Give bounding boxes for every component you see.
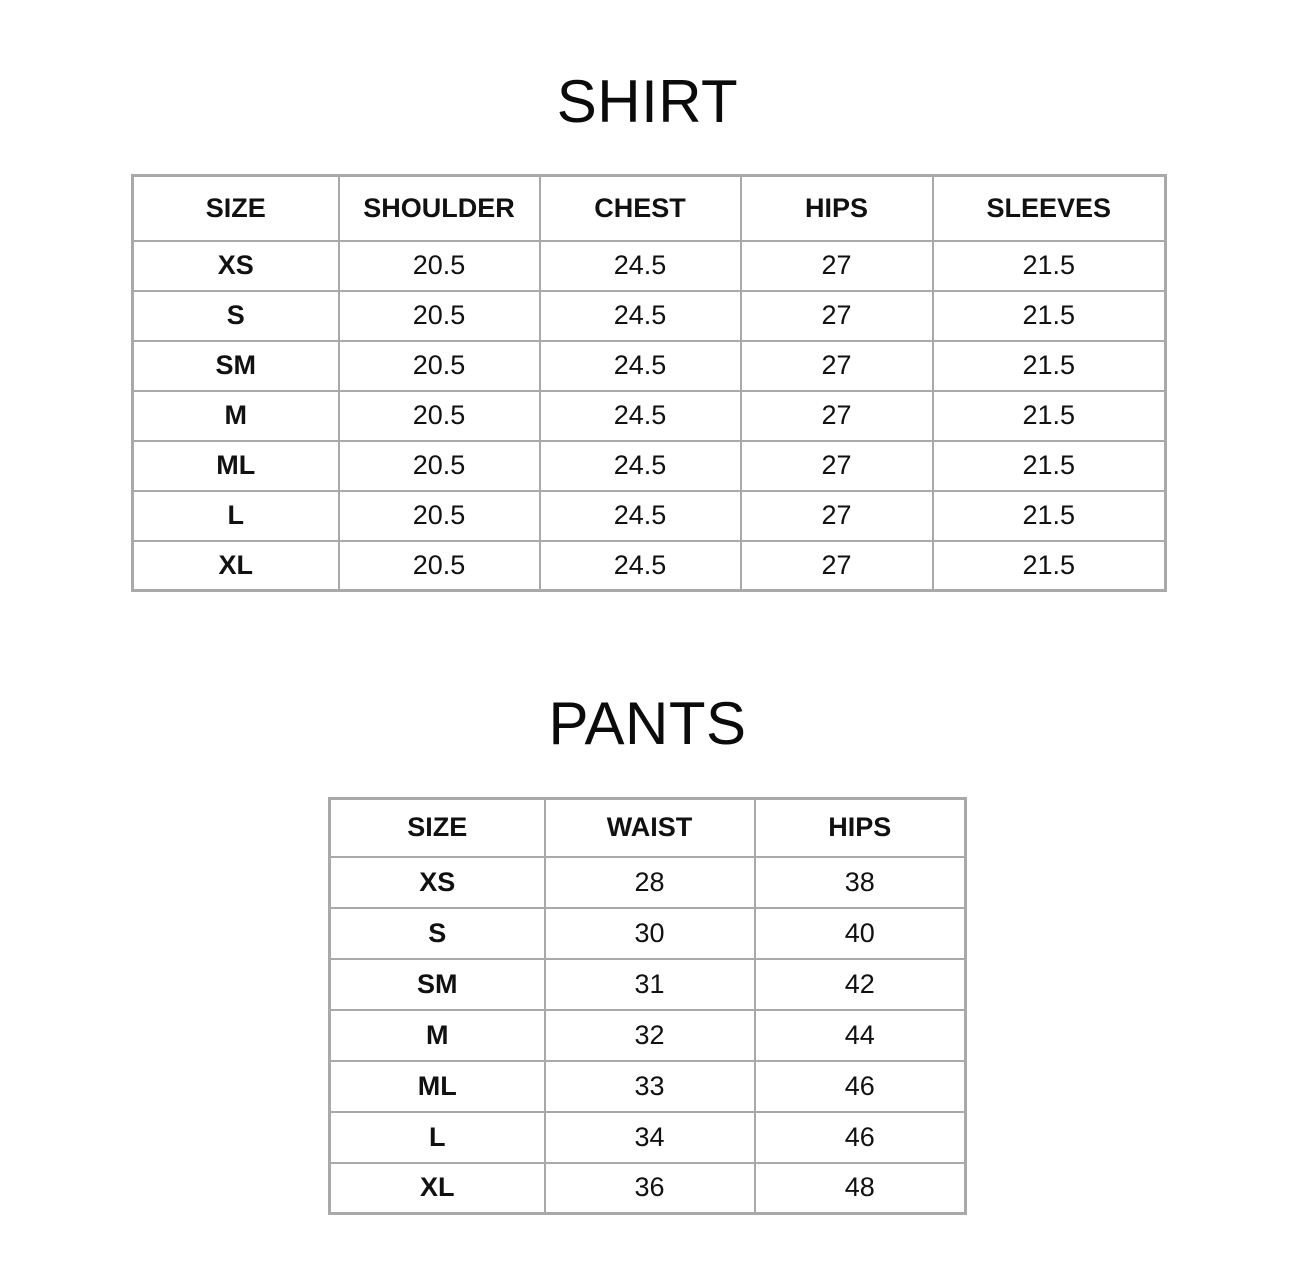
sleeves-cell: 21.5 <box>933 291 1166 341</box>
waist-cell: 34 <box>545 1112 755 1163</box>
size-cell: XS <box>330 857 545 908</box>
table-row <box>330 1061 966 1112</box>
chest-cell: 24.5 <box>540 491 741 541</box>
hips-cell: 48 <box>755 1163 966 1214</box>
shirt-size-table <box>131 174 1167 592</box>
table-row <box>330 908 966 959</box>
hips-cell: 46 <box>755 1061 966 1112</box>
hips-cell: 38 <box>755 857 966 908</box>
chest-cell: 24.5 <box>540 241 741 291</box>
size-cell: M <box>330 1010 545 1061</box>
sleeves-cell: 21.5 <box>933 241 1166 291</box>
table-row <box>330 1010 966 1061</box>
shirt-header-shoulder: SHOULDER <box>339 176 540 241</box>
shoulder-cell: 20.5 <box>339 341 540 391</box>
pants-header-waist: WAIST <box>545 799 755 857</box>
chest-cell: 24.5 <box>540 441 741 491</box>
table-row <box>330 959 966 1010</box>
pants-header-row <box>330 799 966 857</box>
table-row <box>133 341 1166 391</box>
size-cell: XL <box>330 1163 545 1214</box>
pants-header-size: SIZE <box>330 799 545 857</box>
hips-cell: 27 <box>741 491 933 541</box>
shirt-header-hips: HIPS <box>741 176 933 241</box>
hips-cell: 27 <box>741 391 933 441</box>
size-cell: L <box>133 491 339 541</box>
shoulder-cell: 20.5 <box>339 391 540 441</box>
sleeves-cell: 21.5 <box>933 541 1166 591</box>
hips-cell: 27 <box>741 241 933 291</box>
hips-cell: 44 <box>755 1010 966 1061</box>
shirt-header-sleeves: SLEEVES <box>933 176 1166 241</box>
size-cell: SM <box>133 341 339 391</box>
shirt-header-chest: CHEST <box>540 176 741 241</box>
table-row <box>330 1163 966 1214</box>
table-row <box>133 241 1166 291</box>
size-cell: XL <box>133 541 339 591</box>
hips-cell: 27 <box>741 541 933 591</box>
table-row <box>133 441 1166 491</box>
sleeves-cell: 21.5 <box>933 391 1166 441</box>
pants-size-table <box>328 797 967 1215</box>
hips-cell: 27 <box>741 341 933 391</box>
hips-cell: 40 <box>755 908 966 959</box>
shirt-header-row <box>133 176 1166 241</box>
size-cell: L <box>330 1112 545 1163</box>
hips-cell: 27 <box>741 441 933 491</box>
shirt-header-size: SIZE <box>133 176 339 241</box>
chest-cell: 24.5 <box>540 541 741 591</box>
shoulder-cell: 20.5 <box>339 541 540 591</box>
waist-cell: 30 <box>545 908 755 959</box>
table-row <box>133 391 1166 441</box>
table-row <box>330 1112 966 1163</box>
chest-cell: 24.5 <box>540 391 741 441</box>
hips-cell: 27 <box>741 291 933 341</box>
chest-cell: 24.5 <box>540 341 741 391</box>
table-row <box>133 541 1166 591</box>
table-row <box>133 491 1166 541</box>
waist-cell: 33 <box>545 1061 755 1112</box>
sleeves-cell: 21.5 <box>933 441 1166 491</box>
shirt-title: SHIRT <box>556 68 739 135</box>
size-cell: XS <box>133 241 339 291</box>
sleeves-cell: 21.5 <box>933 491 1166 541</box>
size-cell: S <box>133 291 339 341</box>
size-cell: S <box>330 908 545 959</box>
size-cell: M <box>133 391 339 441</box>
shoulder-cell: 20.5 <box>339 491 540 541</box>
waist-cell: 36 <box>545 1163 755 1214</box>
chest-cell: 24.5 <box>540 291 741 341</box>
shoulder-cell: 20.5 <box>339 441 540 491</box>
sleeves-cell: 21.5 <box>933 341 1166 391</box>
shoulder-cell: 20.5 <box>339 291 540 341</box>
pants-header-hips: HIPS <box>755 799 966 857</box>
hips-cell: 42 <box>755 959 966 1010</box>
size-cell: ML <box>133 441 339 491</box>
table-row <box>330 857 966 908</box>
size-cell: SM <box>330 959 545 1010</box>
pants-title: PANTS <box>548 690 747 757</box>
size-cell: ML <box>330 1061 545 1112</box>
waist-cell: 32 <box>545 1010 755 1061</box>
hips-cell: 46 <box>755 1112 966 1163</box>
table-row <box>133 291 1166 341</box>
waist-cell: 31 <box>545 959 755 1010</box>
waist-cell: 28 <box>545 857 755 908</box>
shoulder-cell: 20.5 <box>339 241 540 291</box>
